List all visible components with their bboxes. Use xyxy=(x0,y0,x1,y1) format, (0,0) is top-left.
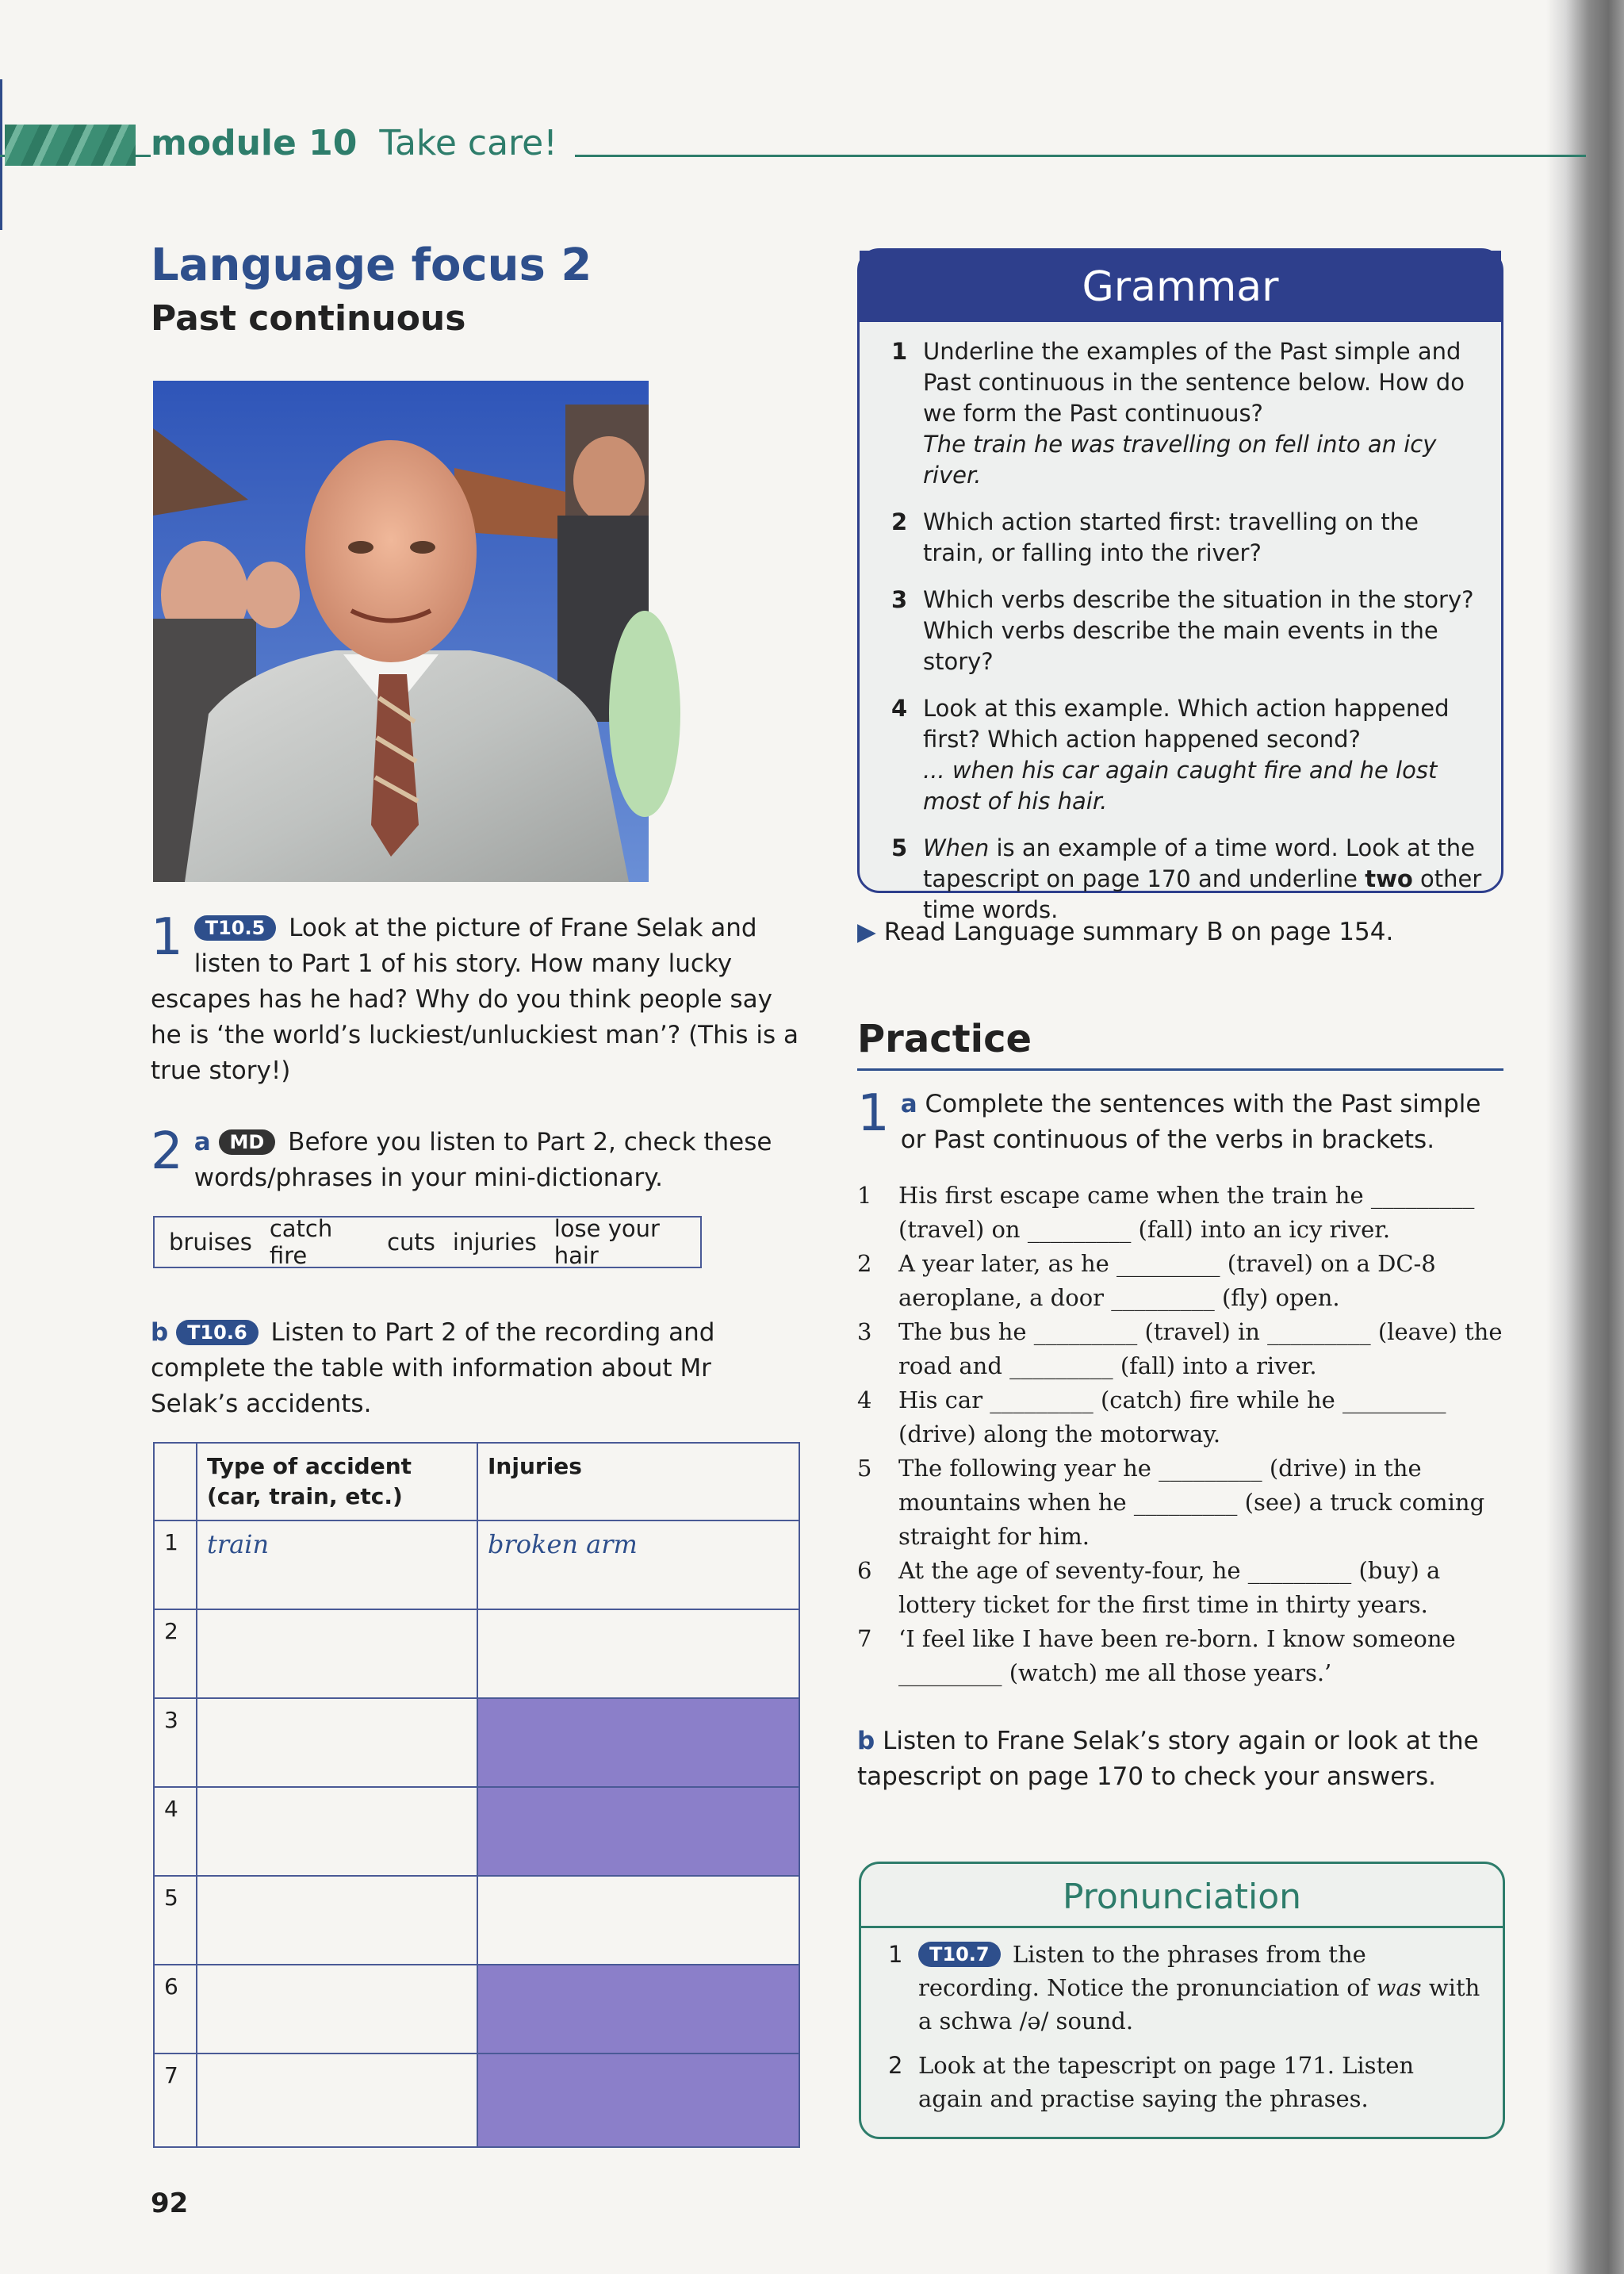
audio-track-badge[interactable]: T10.6 xyxy=(176,1320,259,1345)
accident-type-cell[interactable] xyxy=(197,1787,477,1876)
list-item xyxy=(857,1383,1503,1451)
word-item: lose your hair xyxy=(553,1215,660,1269)
accident-type-cell[interactable] xyxy=(197,1609,477,1698)
item-number: 2 xyxy=(888,2052,903,2079)
injuries-cell-shaded xyxy=(477,1698,799,1787)
exercise-number: 1 xyxy=(151,908,183,967)
accident-type-cell[interactable] xyxy=(197,1876,477,1965)
item-number: 5 xyxy=(857,1455,872,1482)
language-summary-note xyxy=(857,915,1503,950)
grammar-box xyxy=(857,248,1503,923)
grammar-item xyxy=(891,336,1485,491)
exercise-text: Listen to Frane Selak’s story again or look at the tapescript on page 170 to check your answers. xyxy=(857,1727,1479,1791)
item-example: The train he was travelling on fell into an icy river. xyxy=(923,431,1437,489)
item-text: Which action started first: travelling on the train, or falling into the river? xyxy=(923,508,1419,566)
item-number: 2 xyxy=(857,1250,872,1277)
exercise-2b xyxy=(151,1315,801,1422)
grammar-item xyxy=(891,507,1485,569)
table-row xyxy=(154,1787,799,1876)
list-item xyxy=(857,1451,1503,1554)
list-item xyxy=(857,1554,1503,1622)
exercise-text: Listen to Part 2 of the recording and complete the table with information about Mr Selak’s accidents. xyxy=(151,1318,715,1418)
word-item: injuries xyxy=(452,1229,537,1256)
note-text: Read Language summary B on page 154. xyxy=(883,918,1394,946)
pronunciation-title: Pronunciation xyxy=(1062,1877,1302,1917)
list-item xyxy=(888,2049,1485,2115)
injuries-cell[interactable] xyxy=(477,1609,799,1698)
item-number: 7 xyxy=(857,1625,872,1652)
word-item: cuts xyxy=(387,1229,435,1256)
audio-track-badge[interactable]: T10.7 xyxy=(918,1942,1001,1967)
item-text: Underline the examples of the Past simple and Past continuous in the sentence below. How do we form the Past continuous? xyxy=(923,338,1465,427)
word-item: catch fire xyxy=(269,1215,333,1269)
item-bold: two xyxy=(1365,865,1413,892)
injuries-cell-shaded xyxy=(477,1787,799,1876)
item-number: 4 xyxy=(857,1386,872,1413)
table-header-number xyxy=(154,1443,197,1520)
play-arrow-icon: ▶ xyxy=(857,918,876,946)
exercise-1 xyxy=(151,908,801,1089)
exercise-text: Complete the sentences with the Past simple or Past continuous of the verbs in brackets. xyxy=(900,1090,1481,1154)
table-header-injuries: Injuries xyxy=(477,1443,799,1520)
item-text: with a schwa /ə/ sound. xyxy=(918,1974,1480,2034)
item-number: 5 xyxy=(891,834,908,861)
row-number: 7 xyxy=(154,2054,197,2147)
injuries-cell-shaded xyxy=(477,1965,799,2054)
grammar-item xyxy=(891,585,1485,677)
table-row xyxy=(154,2054,799,2147)
exercise-number: 2 xyxy=(151,1122,183,1181)
sub-letter: b xyxy=(151,1318,169,1347)
sub-letter: a xyxy=(193,1128,211,1156)
item-number: 2 xyxy=(891,508,908,535)
sub-letter: b xyxy=(857,1727,875,1755)
injuries-cell[interactable]: broken arm xyxy=(477,1520,799,1609)
sentence-text[interactable]: The following year he _________ (drive) in the mountains when he _________ (see) a truck coming straight for him. xyxy=(898,1455,1485,1550)
table-row xyxy=(154,1520,799,1609)
pronunciation-box xyxy=(859,1862,1505,2139)
item-number: 1 xyxy=(888,1941,903,1968)
sentence-text[interactable]: A year later, as he _________ (travel) on a DC-8 aeroplane, a door _________ (fly) open. xyxy=(898,1250,1436,1311)
item-number: 4 xyxy=(891,695,908,722)
sentence-text[interactable]: The bus he _________ (travel) in _________ (leave) the road and _________ (fall) into a river. xyxy=(898,1318,1503,1379)
item-example: ... when his car again caught fire and he lost most of his hair. xyxy=(923,757,1438,815)
table-row xyxy=(154,1965,799,2054)
module-header xyxy=(151,121,575,167)
module-label: module 10 xyxy=(151,123,358,163)
practice-exercise-1a xyxy=(857,1084,1503,1158)
accidents-table xyxy=(153,1442,800,2148)
pronunciation-list xyxy=(861,1928,1503,2115)
practice-exercise-1b xyxy=(857,1724,1503,1795)
word-box xyxy=(153,1216,702,1268)
injuries-cell[interactable] xyxy=(477,1876,799,1965)
grammar-item xyxy=(891,833,1485,926)
row-number: 1 xyxy=(154,1520,197,1609)
item-text: Look at this example. Which action happened first? Which action happened second? xyxy=(923,695,1450,753)
grammar-title: Grammar xyxy=(860,251,1501,322)
accident-type-cell[interactable] xyxy=(197,1698,477,1787)
item-text: Look at the tapescript on page 171. Listen again and practise saying the phrases. xyxy=(918,2052,1415,2112)
item-number: 1 xyxy=(857,1182,872,1209)
item-text: Listen to the phrases from the recording. Notice the pronunciation of xyxy=(918,1941,1377,2001)
exercise-number: 1 xyxy=(857,1084,890,1143)
table-row xyxy=(154,1698,799,1787)
table-header-type: Type of accident (car, train, etc.) xyxy=(197,1443,477,1520)
accident-type-cell[interactable] xyxy=(197,2054,477,2147)
table-row xyxy=(154,1609,799,1698)
practice-sentences xyxy=(857,1179,1503,1690)
list-item xyxy=(857,1179,1503,1247)
table-header-row xyxy=(154,1443,799,1520)
item-number: 6 xyxy=(857,1557,872,1584)
header-pattern-band xyxy=(5,125,136,166)
item-text: other time words. xyxy=(923,865,1482,923)
row-number: 6 xyxy=(154,1965,197,2054)
accident-type-cell[interactable] xyxy=(197,1965,477,2054)
exercise-2a xyxy=(151,1122,801,1196)
row-number: 5 xyxy=(154,1876,197,1965)
row-number: 3 xyxy=(154,1698,197,1787)
injuries-cell-shaded xyxy=(477,2054,799,2147)
section-title: Language focus 2 xyxy=(151,240,592,291)
list-item xyxy=(888,1938,1485,2038)
list-item xyxy=(857,1247,1503,1315)
list-item xyxy=(857,1622,1503,1690)
exercise-text: Before you listen to Part 2, check these words/phrases in your mini-dictionary. xyxy=(193,1128,772,1192)
list-item xyxy=(857,1315,1503,1383)
grammar-list xyxy=(860,322,1501,926)
accident-type-cell[interactable]: train xyxy=(197,1520,477,1609)
item-text: is an example of a time word. Look at the tapescript on page 170 and underline xyxy=(923,834,1476,892)
module-title: Take care! xyxy=(379,123,557,163)
sentence-text[interactable]: His first escape came when the train he _________ (travel) on _________ (fall) into an icy river. xyxy=(898,1182,1475,1243)
section-subtitle: Past continuous xyxy=(151,298,466,339)
table-row xyxy=(154,1876,799,1965)
mini-dictionary-badge: MD xyxy=(219,1129,276,1155)
row-number: 2 xyxy=(154,1609,197,1698)
page-number: 92 xyxy=(151,2188,189,2219)
exercise-text: Look at the picture of Frane Selak and listen to Part 1 of his story. How many lucky escapes has he had? Why do you think people say he is ‘the world’s luckiest/unluckiest man’? (This is a true story!) xyxy=(151,914,799,1085)
grammar-item xyxy=(891,693,1485,817)
page-curl-shadow xyxy=(1546,0,1624,2274)
audio-track-badge[interactable]: T10.5 xyxy=(194,915,277,941)
item-number: 3 xyxy=(891,586,908,613)
sentence-text[interactable]: ‘I feel like I have been re-born. I know someone _________ (watch) me all those years.’ xyxy=(898,1625,1456,1686)
sub-letter: a xyxy=(900,1090,917,1118)
sentence-text[interactable]: At the age of seventy-four, he _________ (buy) a lottery ticket for the first time in thirty years. xyxy=(898,1557,1441,1618)
row-number: 4 xyxy=(154,1787,197,1876)
item-word: When xyxy=(923,834,990,861)
practice-rule xyxy=(857,1068,1503,1071)
photo-frane-selak xyxy=(153,381,649,882)
item-number: 3 xyxy=(857,1318,872,1345)
sentence-text[interactable]: His car _________ (catch) fire while he _________ (drive) along the motorway. xyxy=(898,1386,1446,1448)
item-ital: was xyxy=(1376,1974,1422,2001)
item-number: 1 xyxy=(891,338,908,365)
item-text: Which verbs describe the situation in the story? Which verbs describe the main events in the story? xyxy=(923,586,1474,675)
word-item: bruises xyxy=(169,1229,252,1256)
practice-title: Practice xyxy=(857,1017,1032,1061)
